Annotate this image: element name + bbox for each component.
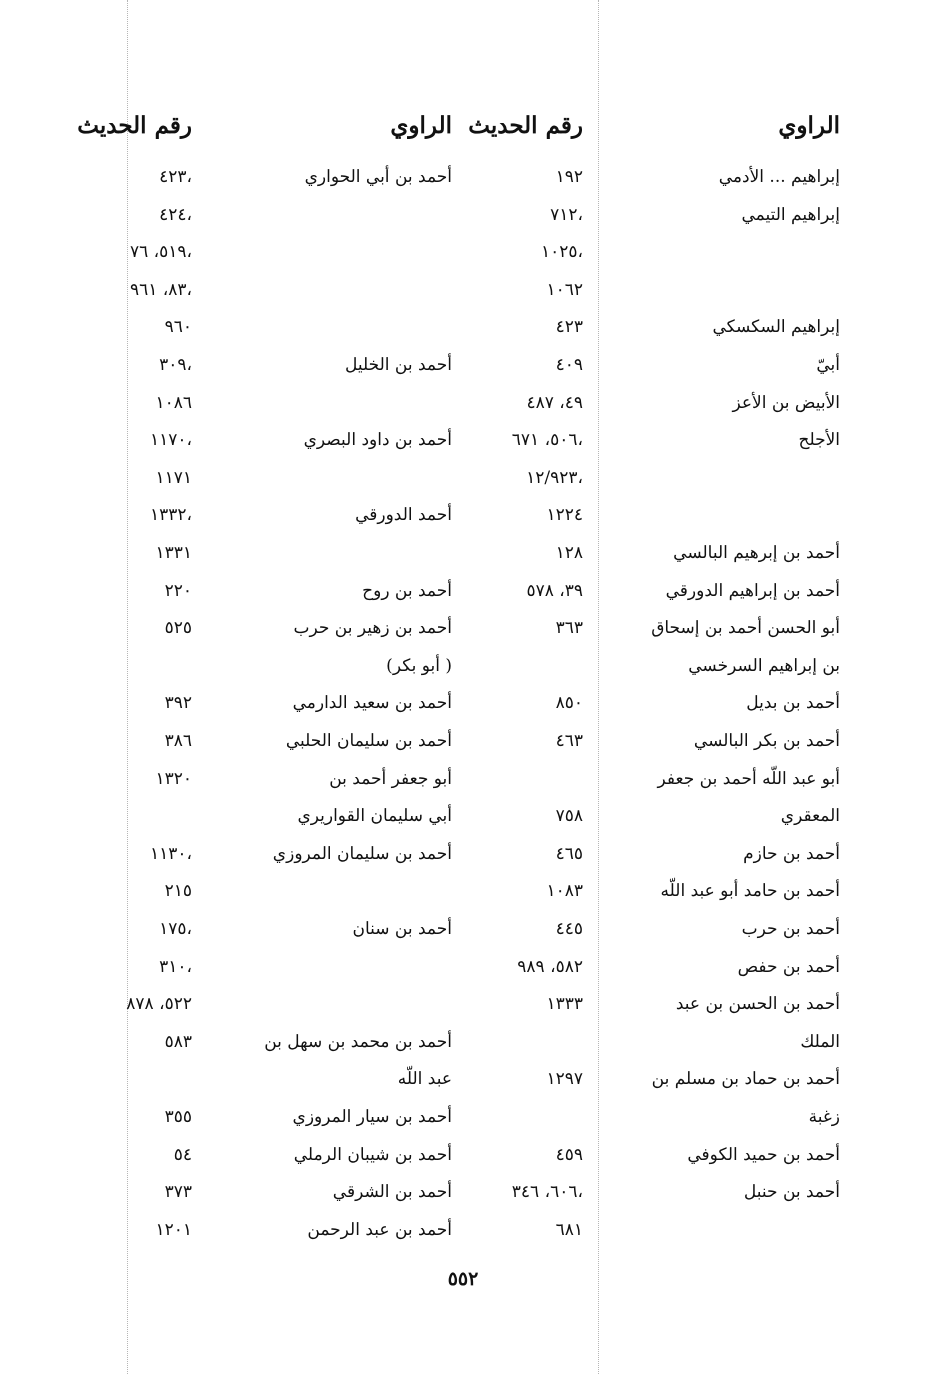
- narrator-right: أحمد بن حامد أبو عبد اللّه: [660, 881, 840, 901]
- hadith-number-left: ٣٩٢: [164, 693, 192, 713]
- narrator-left: أحمد بن شيبان الرملي: [293, 1145, 452, 1165]
- hadith-number-right: ١٢/٩٢٣،: [526, 468, 583, 488]
- narrator-left: أبي سليمان القواريري: [297, 806, 452, 826]
- narrator-left: أبو جعفر أحمد بن: [329, 769, 452, 789]
- hadith-number-right: ١٢٨: [555, 543, 583, 563]
- narrator-right: الأجلح: [798, 430, 840, 450]
- hadith-number-left: ١٣٣١: [155, 543, 192, 563]
- narrator-left: أحمد بن عبد الرحمن: [307, 1220, 452, 1240]
- narrator-right: أحمد بن حنبل: [743, 1182, 840, 1202]
- narrator-right: أبو عبد اللّه أحمد بن جعفر: [657, 769, 840, 789]
- hadith-number-left: ٤٢٣،: [159, 167, 192, 187]
- hadith-number-left: ١٣٣٢،: [149, 505, 192, 525]
- narrator-right: أحمد بن إبراهيم الدورقي: [665, 581, 840, 601]
- header-hadith-number-right: رقم الحديث: [468, 112, 583, 139]
- narrator-right: أحمد بن حفص: [737, 957, 840, 977]
- hadith-number-right: ١٠٨٣: [546, 881, 583, 901]
- narrator-left: أحمد بن محمد بن سهل بن: [264, 1032, 452, 1052]
- hadith-number-right: ٦٨١: [555, 1220, 583, 1240]
- narrator-right: أحمد بن حماد بن مسلم بن: [651, 1069, 840, 1089]
- hadith-number-right: ٤٤٥: [555, 919, 583, 939]
- page-number: ٥٥٢: [447, 1268, 479, 1290]
- narrator-right: أبو الحسن أحمد بن إسحاق: [651, 618, 840, 638]
- narrator-right: أحمد بن الحسن بن عبد: [675, 994, 840, 1014]
- column-divider-right: [598, 0, 599, 1374]
- narrator-right: إبراهيم التيمي: [741, 205, 840, 225]
- hadith-number-right: ٥٨٢، ٩٨٩: [517, 957, 583, 977]
- narrator-right: أحمد بن حميد الكوفي: [687, 1145, 840, 1165]
- narrator-left: أحمد بن أبي الحواري: [304, 167, 452, 187]
- hadith-number-right: ٦٠٦، ٣٤٦،: [511, 1182, 583, 1202]
- narrator-left: (أبو بكر ): [386, 656, 452, 676]
- hadith-number-left: ٨٣، ٩٦١،: [129, 280, 192, 300]
- hadith-number-right: ٧١٢،: [550, 205, 583, 225]
- narrator-left: أحمد بن الخليل: [345, 355, 452, 375]
- hadith-number-left: ١٠٨٦: [155, 393, 192, 413]
- narrator-right: المعقري: [780, 806, 840, 826]
- hadith-number-left: ١١٧٠،: [149, 430, 192, 450]
- hadith-number-left: ١٧٥،: [159, 919, 192, 939]
- narrator-right: أحمد بن بديل: [746, 693, 840, 713]
- hadith-number-left: ٣٠٩،: [159, 355, 192, 375]
- hadith-number-left: ٥٤: [173, 1145, 192, 1165]
- hadith-number-right: ٣٦٣: [555, 618, 583, 638]
- column-divider-left: [127, 0, 128, 1374]
- header-narrator-left: الراوي: [390, 112, 452, 139]
- narrator-left: أحمد بن سليمان المروزي: [272, 844, 452, 864]
- narrator-right: الأبيض بن الأعز: [732, 393, 840, 413]
- hadith-number-left: ٥١٩، ٧٦،: [129, 242, 192, 262]
- narrator-right: أحمد بن حرب: [741, 919, 840, 939]
- hadith-number-left: ٣١٠،: [159, 957, 192, 977]
- narrator-left: أحمد بن سيار المروزي: [292, 1107, 452, 1127]
- hadith-number-left: ٣٨٦: [164, 731, 192, 751]
- hadith-number-right: ٤٩، ٤٨٧: [526, 393, 583, 413]
- narrator-right: أحمد بن إبرهيم البالسي: [673, 543, 840, 563]
- hadith-number-right: ١٠٦٢: [546, 280, 583, 300]
- hadith-number-right: ٧٥٨: [555, 806, 583, 826]
- hadith-number-left: ٢١٥: [164, 881, 192, 901]
- hadith-number-right: ٨٥٠: [555, 693, 583, 713]
- hadith-number-left: ٤٢٤،: [159, 205, 192, 225]
- narrator-left: أحمد بن الشرقي: [332, 1182, 452, 1202]
- hadith-number-left: ٣٧٣: [164, 1182, 192, 1202]
- narrator-right: الملك: [800, 1032, 840, 1052]
- hadith-number-left: ٥٢٢، ٨٧٨: [126, 994, 192, 1014]
- narrator-right: زغبة: [808, 1107, 840, 1127]
- narrator-right: إبراهيم ... الأدمي: [718, 167, 840, 187]
- hadith-number-left: ٥٨٣: [164, 1032, 192, 1052]
- hadith-number-right: ١٢٩٧: [546, 1069, 583, 1089]
- narrator-left: أحمد بن داود البصري: [303, 430, 452, 450]
- narrator-right: أبيّ: [816, 355, 840, 375]
- narrator-left: أحمد بن سعيد الدارمي: [292, 693, 452, 713]
- hadith-number-right: ٤٦٥: [555, 844, 583, 864]
- hadith-number-left: ١١٣٠،: [149, 844, 192, 864]
- narrator-right: أحمد بن حازم: [743, 844, 840, 864]
- hadith-number-right: ١٠٢٥،: [540, 242, 583, 262]
- hadith-number-left: ٣٥٥: [164, 1107, 192, 1127]
- hadith-number-right: ٤٦٣: [555, 731, 583, 751]
- narrator-left: عبد اللّه: [397, 1069, 452, 1089]
- hadith-number-left: ٢٢٠: [164, 581, 192, 601]
- hadith-number-right: ١٢٢٤: [546, 505, 583, 525]
- hadith-number-left: ١٣٢٠: [155, 769, 192, 789]
- hadith-number-right: ٤٠٩: [555, 355, 583, 375]
- hadith-number-left: ١١٧١: [155, 468, 192, 488]
- hadith-number-right: ١٩٢: [555, 167, 583, 187]
- narrator-right: إبراهيم السكسكي: [712, 317, 840, 337]
- narrator-left: أحمد بن سنان: [352, 919, 452, 939]
- narrator-left: أحمد الدورقي: [355, 505, 452, 525]
- narrator-left: أحمد بن سليمان الحلبي: [285, 731, 452, 751]
- hadith-number-right: ٤٥٩: [555, 1145, 583, 1165]
- hadith-number-right: ١٣٣٣: [546, 994, 583, 1014]
- hadith-number-right: ٥٠٦، ٦٧١،: [511, 430, 583, 450]
- hadith-number-left: ٥٢٥: [164, 618, 192, 638]
- narrator-right: بن إبراهيم السرخسي: [688, 656, 840, 676]
- narrator-right: أحمد بن بكر البالسي: [693, 731, 840, 751]
- hadith-number-left: ٩٦٠: [164, 317, 192, 337]
- hadith-number-left: ١٢٠١: [155, 1220, 192, 1240]
- narrator-left: أحمد بن زهير بن حرب: [293, 618, 452, 638]
- hadith-number-right: ٤٢٣: [555, 317, 583, 337]
- header-hadith-number-left: رقم الحديث: [77, 112, 192, 139]
- hadith-number-right: ٣٩، ٥٧٨: [526, 581, 583, 601]
- header-narrator-right: الراوي: [778, 112, 840, 139]
- narrator-left: أحمد بن روح: [362, 581, 452, 601]
